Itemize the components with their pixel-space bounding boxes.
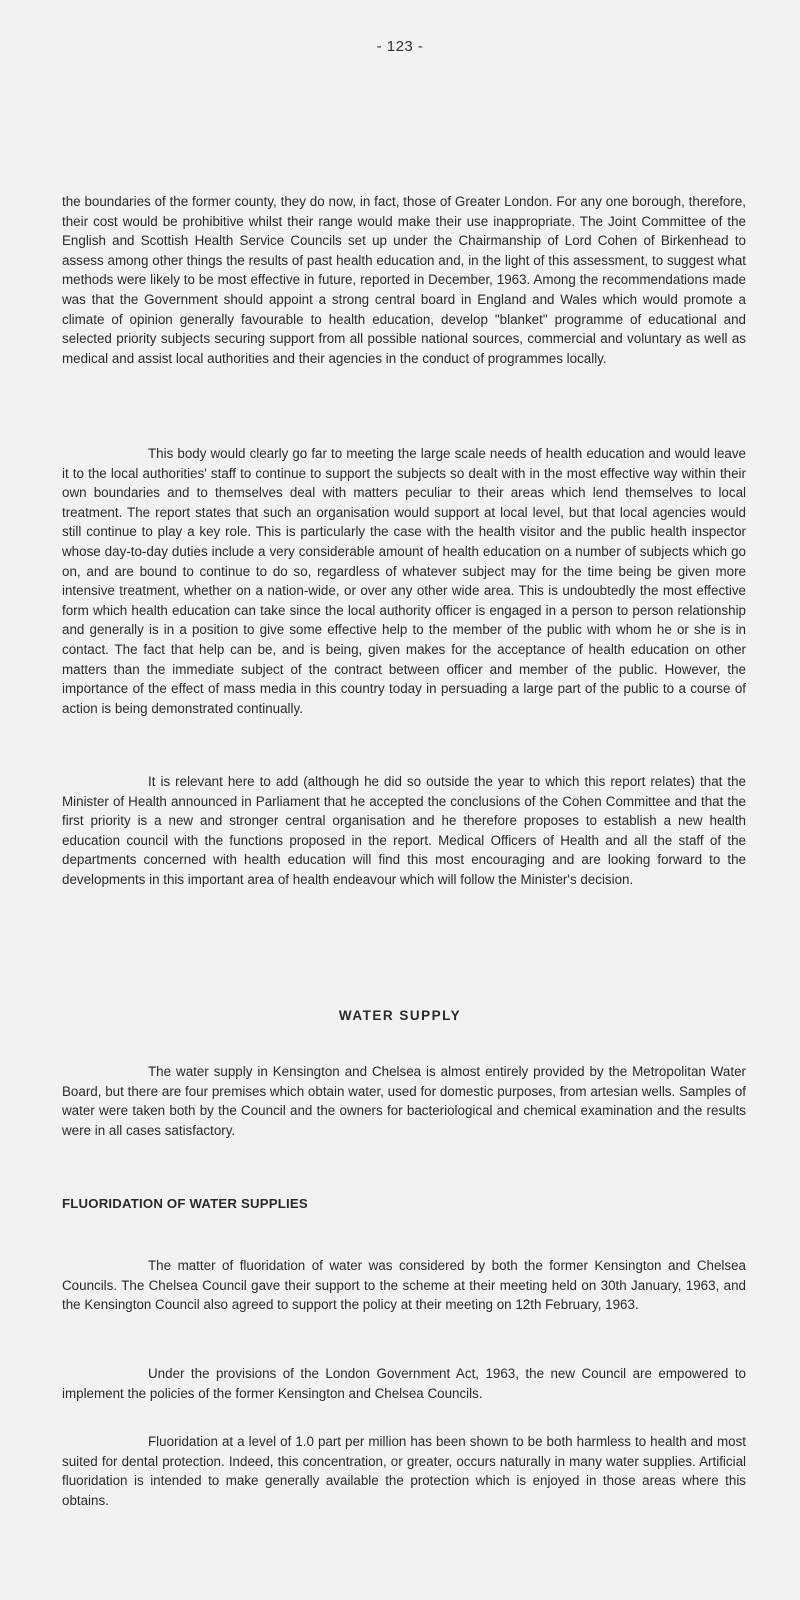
heading-water-supply: WATER SUPPLY bbox=[338, 1008, 462, 1023]
paragraph-water-supply: The water supply in Kensington and Chelsea is almost entirely provided by the Metropolitan Water Board, but there are four premises which obtain water, used for domestic purposes, from artesian wells. Samples of water were taken both by the Council and the owners for bacteriological and chemical examination and the results were in all cases satisfactory. bbox=[62, 1064, 746, 1138]
paragraph-health-education-intro: the boundaries of the former county, they do now, in fact, those of Greater London. For any one borough, therefore, their cost would be prohibitive whilst their range would make their use inappropriate. The Joint Committee of the English and Scottish Health Service Councils set up under the Chairmanship of Lord Cohen of Birkenhead to assess among other things the results of past health education and, in the light of this assessment, to suggest what methods were likely to be most effective in future, reported in December, 1963. Among the recommendations made was that the Government should appoint a strong central board in England and Wales which would promote a climate of opinion generally favourable to health education, develop "blanket" programme of educational and selected priority subjects securing support from all possible national sources, commercial and voluntary as well as medical and assist local authorities and their agencies in the conduct of programmes locally. bbox=[62, 194, 746, 366]
paragraph-fluoridation-level: Fluoridation at a level of 1.0 part per million has been shown to be both harmless to health and most suited for dental protection. Indeed, this concentration, or greater, occurs naturally in many water supplies. Artificial fluoridation is intended to make generally available the protection which is enjoyed in those areas where this obtains. bbox=[62, 1434, 746, 1508]
page-number: - 123 - bbox=[376, 38, 424, 55]
paragraph-fluoridation-councils: The matter of fluoridation of water was considered by both the former Kensington and Chelsea Councils. The Chelsea Council gave their support to the scheme at their meeting held on 30th January, 1963, and the Kensington Council also agreed to support the policy at their meeting on 12th February, 1963. bbox=[62, 1258, 746, 1313]
paragraph-london-government-act: Under the provisions of the London Government Act, 1963, the new Council are empowered to implement the policies of the former Kensington and Chelsea Councils. bbox=[62, 1366, 746, 1401]
heading-fluoridation: FLUORIDATION OF WATER SUPPLIES bbox=[62, 1196, 308, 1211]
paragraph-health-education-local: This body would clearly go far to meeting the large scale needs of health education and would leave it to the local authorities' staff to continue to support the subjects so dealt with in the most effective way within their own boundaries and to themselves deal with matters peculiar to their areas which lend themselves to local treatment. The report states that such an organisation would support at local level, but that local agencies would still continue to play a key role. This is particularly the case with the health visitor and the public health inspector whose day-to-day duties include a very considerable amount of health education on a number of subjects which go on, and are bound to continue to do so, regardless of whatever subject may for the time being be given more intensive treatment, whether on a nation-wide, or over any other wide area. This is undoubtedly the most effective form which health education can take since the local authority officer is engaged in a person to person relationship and generally is in a position to give some effective help to the member of the public with whom he or she is in contact. The fact that help can be, and is being, given makes for the acceptance of health education on other matters than the immediate subject of the contract between officer and member of the public. However, the importance of the effect of mass media in this country today in persuading a large part of the public to a course of action is being demonstrated continually. bbox=[62, 446, 746, 716]
paragraph-minister-announcement: It is relevant here to add (although he did so outside the year to which this report relates) that the Minister of Health announced in Parliament that he accepted the conclusions of the Cohen Committee and that the first priority is a new and stronger central organisation and he therefore proposes to establish a new health education council with the functions proposed in the report. Medical Officers of Health and all the staff of the departments concerned with health education will find this most encouraging and are looking forward to the developments in this important area of health endeavour which will follow the Minister's decision. bbox=[62, 774, 746, 887]
